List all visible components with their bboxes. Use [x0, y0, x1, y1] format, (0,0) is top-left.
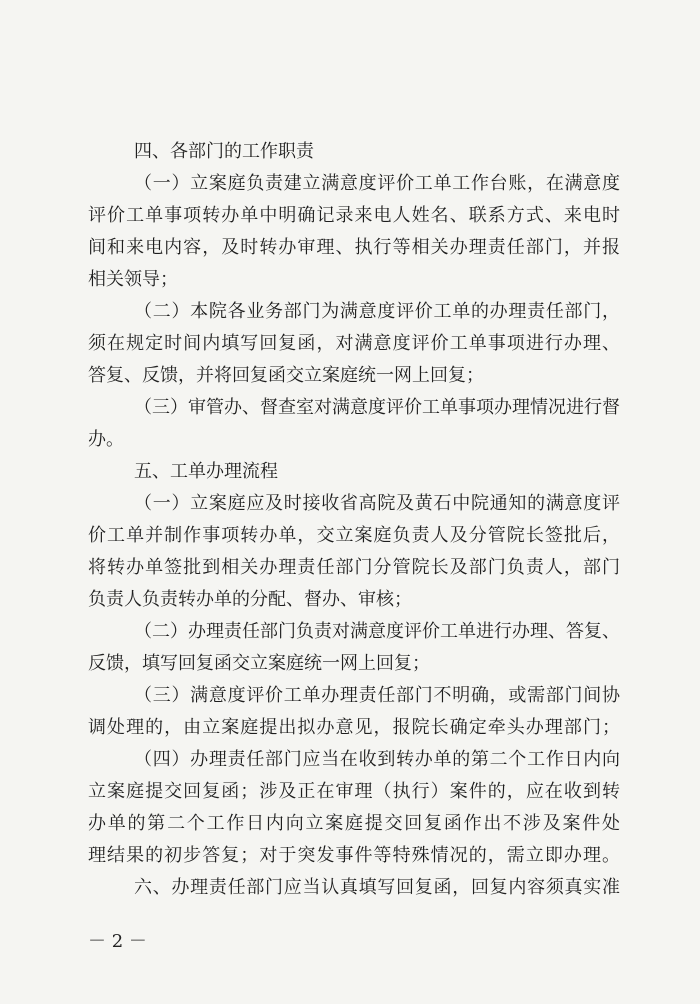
- paragraph-line: 办。: [88, 429, 124, 450]
- section-heading-5: 五、工单办理流程: [134, 461, 278, 482]
- paragraph-line: 办单的第二个工作日内向立案庭提交回复函作出不涉及案件处: [88, 813, 620, 834]
- page-number: － 2 －: [88, 931, 147, 952]
- paragraph-line: 负责人负责转办单的分配、督办、审核；: [88, 589, 412, 610]
- paragraph-line: （四）办理责任部门应当在收到转办单的第二个工作日内向: [134, 749, 620, 770]
- section-heading-4: 四、各部门的工作职责: [134, 141, 314, 162]
- section-heading-6: 六、办理责任部门应当认真填写回复函，回复内容须真实准: [134, 877, 620, 898]
- paragraph-line: 调处理的，由立案庭提出拟办意见，报院长确定牵头办理部门；: [88, 717, 620, 738]
- paragraph-line: （一）立案庭应及时接收省高院及黄石中院通知的满意度评: [134, 493, 620, 514]
- document-body: [88, 136, 620, 904]
- paragraph-line: 反馈，填写回复函交立案庭统一网上回复；: [88, 653, 430, 674]
- paragraph-line: （三）审管办、督查室对满意度评价工单事项办理情况进行督: [134, 397, 620, 418]
- paragraph-line: 须在规定时间内填写回复函，对满意度评价工单事项进行办理、: [88, 333, 620, 354]
- paragraph-line: 立案庭提交回复函；涉及正在审理（执行）案件的，应在收到转: [88, 781, 620, 802]
- paragraph-line: 理结果的初步答复；对于突发事件等特殊情况的，需立即办理。: [88, 845, 620, 866]
- paragraph-line: 答复、反馈，并将回复函交立案庭统一网上回复；: [88, 365, 484, 386]
- paragraph-line: （二）办理责任部门负责对满意度评价工单进行办理、答复、: [134, 621, 620, 642]
- paragraph-line: （一）立案庭负责建立满意度评价工单工作台账，在满意度: [134, 173, 620, 194]
- paragraph-line: （二）本院各业务部门为满意度评价工单的办理责任部门，: [134, 301, 620, 322]
- paragraph-line: 间和来电内容，及时转办审理、执行等相关办理责任部门，并报: [88, 237, 620, 258]
- paragraph-line: 价工单并制作事项转办单，交立案庭负责人及分管院长签批后，: [88, 525, 620, 546]
- paragraph-line: （三）满意度评价工单办理责任部门不明确，或需部门间协: [134, 685, 620, 706]
- paragraph-line: 将转办单签批到相关办理责任部门分管院长及部门负责人，部门: [88, 557, 620, 578]
- paragraph-line: 相关领导；: [88, 269, 178, 290]
- paragraph-line: 评价工单事项转办单中明确记录来电人姓名、联系方式、来电时: [88, 205, 620, 226]
